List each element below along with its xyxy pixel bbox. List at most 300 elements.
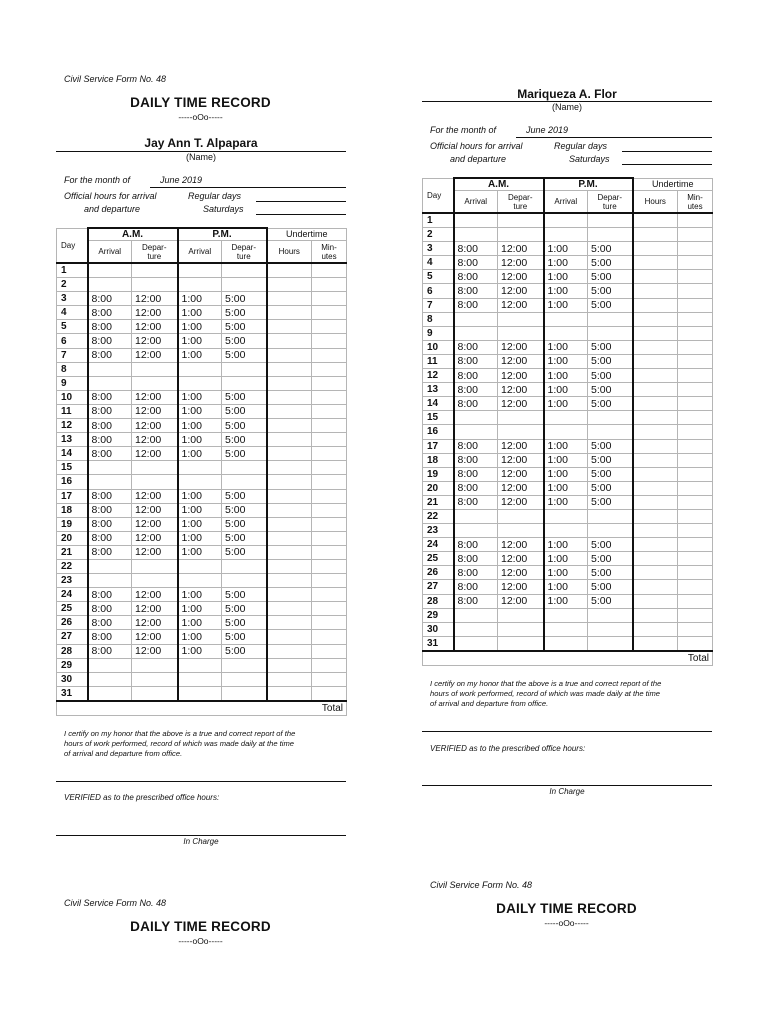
pm-arrival-cell: 1:00	[544, 439, 588, 453]
pm-departure-cell: 5:00	[222, 588, 267, 602]
undertime-hours-cell	[267, 588, 312, 602]
undertime-minutes-cell	[312, 475, 347, 489]
am-arrival-cell	[454, 326, 498, 340]
am-departure-cell: 12:00	[132, 334, 178, 348]
day-cell: 6	[423, 284, 454, 298]
am-departure-cell: 12:00	[132, 616, 178, 630]
undertime-hours-cell	[267, 630, 312, 644]
undertime-minutes-cell	[312, 292, 347, 306]
undertime-minutes-cell	[678, 383, 713, 397]
am-departure-cell: 12:00	[132, 433, 178, 447]
am-arrival-cell	[454, 509, 498, 523]
pm-departure-cell	[222, 362, 267, 376]
pm-departure-cell: 5:00	[588, 467, 633, 481]
undertime-hours-cell	[267, 419, 312, 433]
pm-departure-cell: 5:00	[222, 545, 267, 559]
pm-arrival-cell	[178, 672, 222, 686]
left-regular-days-label: Regular days	[188, 191, 242, 201]
right-in-charge-label: In Charge	[549, 787, 585, 796]
left-name-caption: (Name)	[185, 152, 216, 162]
undertime-minutes-cell	[312, 602, 347, 616]
day-cell: 23	[423, 524, 454, 538]
am-departure-cell	[132, 263, 178, 278]
table-row	[57, 686, 347, 701]
day-cell: 24	[423, 538, 454, 552]
day-cell: 19	[57, 517, 88, 531]
undertime-hours-cell	[267, 461, 312, 475]
undertime-minutes-cell	[312, 362, 347, 376]
undertime-hours-cell	[267, 306, 312, 320]
day-cell: 7	[57, 348, 88, 362]
pm-header: P.M.	[544, 178, 633, 191]
table-row	[423, 580, 713, 594]
table-row	[57, 503, 347, 517]
day-cell: 3	[57, 292, 88, 306]
undertime-minutes-cell	[678, 242, 713, 256]
table-row	[423, 270, 713, 284]
table-row	[423, 425, 713, 439]
left-form-label: Civil Service Form No. 48	[64, 74, 167, 84]
pm-departure-cell: 5:00	[222, 602, 267, 616]
right-time-table	[422, 177, 713, 666]
day-cell: 11	[423, 354, 454, 368]
day-cell: 3	[423, 242, 454, 256]
pm-arrival-cell	[544, 524, 588, 538]
undertime-hours-cell	[633, 340, 678, 354]
am-arrival-cell: 8:00	[88, 616, 132, 630]
am-departure-cell	[498, 411, 544, 425]
table-row	[423, 552, 713, 566]
pm-header: P.M.	[178, 228, 267, 241]
pm-departure-cell: 5:00	[222, 404, 267, 418]
right-saturdays-line	[622, 164, 712, 165]
pm-arrival-cell: 1:00	[544, 594, 588, 608]
am-arrival-cell	[454, 213, 498, 228]
table-row	[57, 531, 347, 545]
day-cell: 7	[423, 298, 454, 312]
am-arrival-cell: 8:00	[88, 489, 132, 503]
pm-arrival-cell: 1:00	[178, 489, 222, 503]
undertime-minutes-cell	[678, 453, 713, 467]
pm-departure-cell: 5:00	[588, 495, 633, 509]
minutes-header: Min- utes	[312, 241, 347, 264]
pm-arrival-cell: 1:00	[178, 588, 222, 602]
undertime-minutes-cell	[312, 686, 347, 701]
pm-arrival-cell: 1:00	[178, 292, 222, 306]
am-arrival-cell: 8:00	[454, 354, 498, 368]
pm-arrival-cell: 1:00	[178, 616, 222, 630]
undertime-hours-cell	[267, 545, 312, 559]
pm-departure-cell: 5:00	[588, 552, 633, 566]
undertime-hours-cell	[267, 376, 312, 390]
day-cell: 10	[57, 390, 88, 404]
am-departure-cell: 12:00	[498, 566, 544, 580]
left-month-value: June 2019	[160, 175, 203, 185]
pm-departure-cell: 5:00	[588, 439, 633, 453]
undertime-hours-cell	[633, 608, 678, 622]
am-arrival-cell: 8:00	[88, 503, 132, 517]
left-regular-days-line	[256, 201, 346, 202]
left-total-label: Total	[267, 701, 347, 716]
am-departure-cell: 12:00	[132, 630, 178, 644]
table-row	[423, 383, 713, 397]
table-row	[57, 292, 347, 306]
am-departure-cell	[132, 376, 178, 390]
undertime-hours-cell	[633, 383, 678, 397]
undertime-hours-cell	[633, 369, 678, 383]
right-in-charge-line	[422, 785, 712, 786]
pm-arrival-cell: 1:00	[178, 348, 222, 362]
am-departure-cell: 12:00	[498, 495, 544, 509]
table-row	[423, 256, 713, 270]
right-total-label: Total	[633, 651, 713, 666]
undertime-hours-cell	[267, 348, 312, 362]
am-arrival-cell: 8:00	[88, 531, 132, 545]
undertime-hours-cell	[633, 312, 678, 326]
table-row	[57, 574, 347, 588]
table-row	[423, 439, 713, 453]
am-departure-cell	[132, 362, 178, 376]
am-arrival-cell: 8:00	[454, 566, 498, 580]
pm-arrival-cell	[178, 461, 222, 475]
pm-departure-cell: 5:00	[222, 531, 267, 545]
day-cell: 27	[423, 580, 454, 594]
left-for-month-label: For the month of	[64, 175, 131, 185]
undertime-minutes-cell	[678, 439, 713, 453]
day-cell: 24	[57, 588, 88, 602]
day-cell: 21	[57, 545, 88, 559]
am-arrival-cell: 8:00	[454, 284, 498, 298]
am-arrival-cell: 8:00	[454, 467, 498, 481]
am-departure-cell: 12:00	[132, 545, 178, 559]
am-departure-cell	[132, 658, 178, 672]
pm-departure-cell: 5:00	[222, 292, 267, 306]
am-arrival-cell: 8:00	[454, 383, 498, 397]
pm-arrival-cell: 1:00	[544, 354, 588, 368]
am-arrival-cell: 8:00	[88, 517, 132, 531]
table-row	[57, 263, 347, 278]
day-cell: 5	[423, 270, 454, 284]
table-row	[57, 278, 347, 292]
undertime-hours-cell	[267, 292, 312, 306]
day-cell: 28	[57, 644, 88, 658]
day-cell: 20	[423, 481, 454, 495]
am-departure-cell	[498, 509, 544, 523]
undertime-minutes-cell	[678, 566, 713, 580]
table-row	[57, 320, 347, 334]
am-arrival-cell: 8:00	[88, 630, 132, 644]
pm-arrival-cell: 1:00	[178, 447, 222, 461]
undertime-minutes-cell	[678, 213, 713, 228]
pm-departure-cell: 5:00	[588, 383, 633, 397]
pm-departure-cell	[588, 636, 633, 651]
am-arrival-cell: 8:00	[88, 334, 132, 348]
pm-departure-cell: 5:00	[222, 419, 267, 433]
right-verified-text: VERIFIED as to the prescribed office hours:	[430, 744, 586, 753]
day-cell: 20	[57, 531, 88, 545]
am-arrival-cell: 8:00	[88, 390, 132, 404]
am-arrival-cell: 8:00	[454, 242, 498, 256]
am-arrival-cell	[88, 461, 132, 475]
hours-header: Hours	[267, 241, 312, 264]
am-departure-cell: 12:00	[498, 340, 544, 354]
table-row	[57, 362, 347, 376]
am-departure-cell: 12:00	[498, 383, 544, 397]
table-row	[57, 475, 347, 489]
pm-departure-cell	[588, 312, 633, 326]
day-cell: 21	[423, 495, 454, 509]
undertime-minutes-cell	[678, 326, 713, 340]
right-saturdays-label: Saturdays	[569, 154, 610, 164]
am-departure-cell	[498, 425, 544, 439]
am-arrival-cell: 8:00	[88, 320, 132, 334]
pm-departure-cell: 5:00	[588, 369, 633, 383]
pm-departure-cell	[588, 524, 633, 538]
undertime-minutes-cell	[312, 658, 347, 672]
am-departure-cell	[498, 524, 544, 538]
am-departure-header: Depar- ture	[132, 241, 178, 264]
left-next-form-label: Civil Service Form No. 48	[64, 898, 167, 908]
left-saturdays-label: Saturdays	[203, 204, 244, 214]
day-cell: 8	[57, 362, 88, 376]
day-cell: 9	[423, 326, 454, 340]
pm-departure-header: Depar- ture	[222, 241, 267, 264]
table-row	[423, 509, 713, 523]
table-row	[423, 622, 713, 636]
total-fill	[57, 701, 267, 716]
undertime-minutes-cell	[678, 495, 713, 509]
pm-departure-cell	[222, 574, 267, 588]
table-row	[57, 390, 347, 404]
pm-departure-cell: 5:00	[222, 306, 267, 320]
am-arrival-cell: 8:00	[88, 545, 132, 559]
day-cell: 13	[57, 433, 88, 447]
undertime-minutes-cell	[678, 608, 713, 622]
am-header: A.M.	[454, 178, 544, 191]
table-row	[57, 376, 347, 390]
undertime-minutes-cell	[312, 545, 347, 559]
table-row	[423, 284, 713, 298]
undertime-minutes-cell	[678, 509, 713, 523]
table-row	[57, 602, 347, 616]
undertime-minutes-cell	[312, 588, 347, 602]
day-cell: 2	[423, 228, 454, 242]
am-arrival-cell: 8:00	[454, 270, 498, 284]
pm-arrival-cell: 1:00	[178, 630, 222, 644]
am-arrival-cell	[88, 376, 132, 390]
am-departure-cell: 12:00	[132, 419, 178, 433]
table-row	[423, 538, 713, 552]
day-cell: 26	[423, 566, 454, 580]
pm-departure-cell	[222, 658, 267, 672]
pm-departure-cell: 5:00	[588, 242, 633, 256]
table-row	[57, 644, 347, 658]
am-arrival-cell: 8:00	[454, 298, 498, 312]
day-cell: 1	[57, 263, 88, 278]
pm-arrival-cell: 1:00	[544, 369, 588, 383]
undertime-minutes-cell	[312, 461, 347, 475]
undertime-hours-cell	[267, 489, 312, 503]
table-row	[423, 411, 713, 425]
am-departure-cell: 12:00	[498, 354, 544, 368]
undertime-minutes-cell	[678, 228, 713, 242]
day-header: Day	[423, 178, 454, 213]
am-arrival-cell	[454, 425, 498, 439]
undertime-minutes-cell	[678, 622, 713, 636]
day-cell: 12	[423, 369, 454, 383]
pm-departure-cell: 5:00	[222, 334, 267, 348]
pm-arrival-cell: 1:00	[544, 256, 588, 270]
undertime-header: Undertime	[267, 228, 347, 241]
am-arrival-cell	[454, 312, 498, 326]
pm-arrival-cell	[544, 228, 588, 242]
day-cell: 29	[423, 608, 454, 622]
undertime-hours-cell	[267, 658, 312, 672]
pm-arrival-cell: 1:00	[178, 306, 222, 320]
table-row	[57, 447, 347, 461]
am-departure-cell: 12:00	[498, 242, 544, 256]
pm-departure-cell	[222, 278, 267, 292]
am-arrival-cell: 8:00	[454, 495, 498, 509]
pm-departure-cell: 5:00	[588, 481, 633, 495]
pm-departure-cell: 5:00	[588, 580, 633, 594]
undertime-hours-cell	[267, 672, 312, 686]
am-departure-cell: 12:00	[132, 447, 178, 461]
undertime-minutes-cell	[312, 404, 347, 418]
pm-arrival-cell: 1:00	[544, 340, 588, 354]
am-departure-cell: 12:00	[132, 602, 178, 616]
am-departure-cell: 12:00	[498, 552, 544, 566]
left-saturdays-line	[256, 214, 346, 215]
pm-arrival-cell: 1:00	[544, 495, 588, 509]
table-row	[423, 312, 713, 326]
pm-arrival-cell	[544, 326, 588, 340]
am-departure-cell	[498, 608, 544, 622]
am-departure-cell	[132, 475, 178, 489]
table-row	[57, 559, 347, 573]
pm-arrival-cell	[178, 263, 222, 278]
undertime-minutes-cell	[312, 489, 347, 503]
right-regular-days-label: Regular days	[554, 141, 608, 151]
pm-arrival-cell: 1:00	[178, 531, 222, 545]
pm-arrival-cell: 1:00	[544, 270, 588, 284]
pm-departure-cell: 5:00	[588, 340, 633, 354]
undertime-hours-cell	[267, 404, 312, 418]
pm-departure-cell: 5:00	[588, 397, 633, 411]
pm-departure-cell	[222, 672, 267, 686]
am-arrival-cell: 8:00	[454, 340, 498, 354]
day-cell: 14	[57, 447, 88, 461]
pm-departure-cell	[588, 608, 633, 622]
undertime-hours-cell	[267, 574, 312, 588]
minutes-header: Min- utes	[678, 191, 713, 214]
undertime-minutes-cell	[312, 447, 347, 461]
undertime-minutes-cell	[312, 376, 347, 390]
pm-departure-cell	[588, 622, 633, 636]
undertime-hours-cell	[267, 433, 312, 447]
am-departure-cell: 12:00	[132, 404, 178, 418]
am-departure-cell: 12:00	[132, 306, 178, 320]
undertime-hours-cell	[267, 503, 312, 517]
pm-arrival-cell: 1:00	[544, 580, 588, 594]
undertime-minutes-cell	[312, 390, 347, 404]
am-departure-cell: 12:00	[498, 453, 544, 467]
day-cell: 22	[57, 559, 88, 573]
am-arrival-cell	[88, 559, 132, 573]
pm-departure-cell: 5:00	[222, 517, 267, 531]
undertime-minutes-cell	[312, 348, 347, 362]
pm-arrival-cell: 1:00	[178, 404, 222, 418]
day-cell: 29	[57, 658, 88, 672]
day-cell: 17	[423, 439, 454, 453]
undertime-minutes-cell	[678, 481, 713, 495]
day-cell: 16	[57, 475, 88, 489]
table-row	[57, 419, 347, 433]
undertime-hours-cell	[267, 263, 312, 278]
total-fill	[423, 651, 633, 666]
right-regular-days-line	[622, 151, 712, 152]
pm-departure-cell: 5:00	[588, 594, 633, 608]
left-employee-name: Jay Ann T. Alpapara	[144, 136, 258, 150]
pm-arrival-cell: 1:00	[544, 298, 588, 312]
pm-arrival-cell: 1:00	[544, 467, 588, 481]
undertime-hours-cell	[267, 278, 312, 292]
table-row	[57, 616, 347, 630]
undertime-header: Undertime	[633, 178, 713, 191]
day-cell: 8	[423, 312, 454, 326]
undertime-minutes-cell	[678, 298, 713, 312]
undertime-hours-cell	[633, 467, 678, 481]
undertime-minutes-cell	[312, 517, 347, 531]
pm-departure-header: Depar- ture	[588, 191, 633, 214]
am-departure-cell: 12:00	[132, 292, 178, 306]
am-arrival-cell: 8:00	[88, 419, 132, 433]
left-official-hours-1: Official hours for arrival	[64, 191, 157, 201]
table-row	[423, 369, 713, 383]
am-arrival-cell	[88, 263, 132, 278]
undertime-hours-cell	[633, 256, 678, 270]
right-name-caption: (Name)	[551, 102, 582, 112]
day-cell: 31	[423, 636, 454, 651]
undertime-hours-cell	[633, 270, 678, 284]
day-cell: 4	[423, 256, 454, 270]
pm-arrival-cell	[178, 559, 222, 573]
am-departure-cell	[498, 312, 544, 326]
table-row	[423, 453, 713, 467]
am-departure-cell: 12:00	[132, 531, 178, 545]
pm-arrival-cell	[178, 376, 222, 390]
left-certification: I certify on my honor that the above is a true and correct report of the hours of work performed, record of which was made daily at the time of arrival and departure from office.	[64, 729, 296, 758]
am-departure-cell: 12:00	[132, 348, 178, 362]
pm-arrival-cell	[178, 362, 222, 376]
am-arrival-cell: 8:00	[454, 538, 498, 552]
undertime-hours-cell	[633, 242, 678, 256]
undertime-hours-cell	[267, 686, 312, 701]
day-cell: 18	[423, 453, 454, 467]
right-employee-name: Marique​za A. Flor	[517, 87, 617, 101]
am-departure-cell: 12:00	[498, 580, 544, 594]
day-cell: 19	[423, 467, 454, 481]
am-arrival-cell: 8:00	[454, 397, 498, 411]
undertime-minutes-cell	[312, 320, 347, 334]
undertime-hours-cell	[633, 524, 678, 538]
undertime-minutes-cell	[678, 580, 713, 594]
pm-departure-cell: 5:00	[588, 566, 633, 580]
pm-departure-cell: 5:00	[222, 447, 267, 461]
am-arrival-cell: 8:00	[454, 256, 498, 270]
pm-departure-cell: 5:00	[222, 630, 267, 644]
table-row	[423, 481, 713, 495]
